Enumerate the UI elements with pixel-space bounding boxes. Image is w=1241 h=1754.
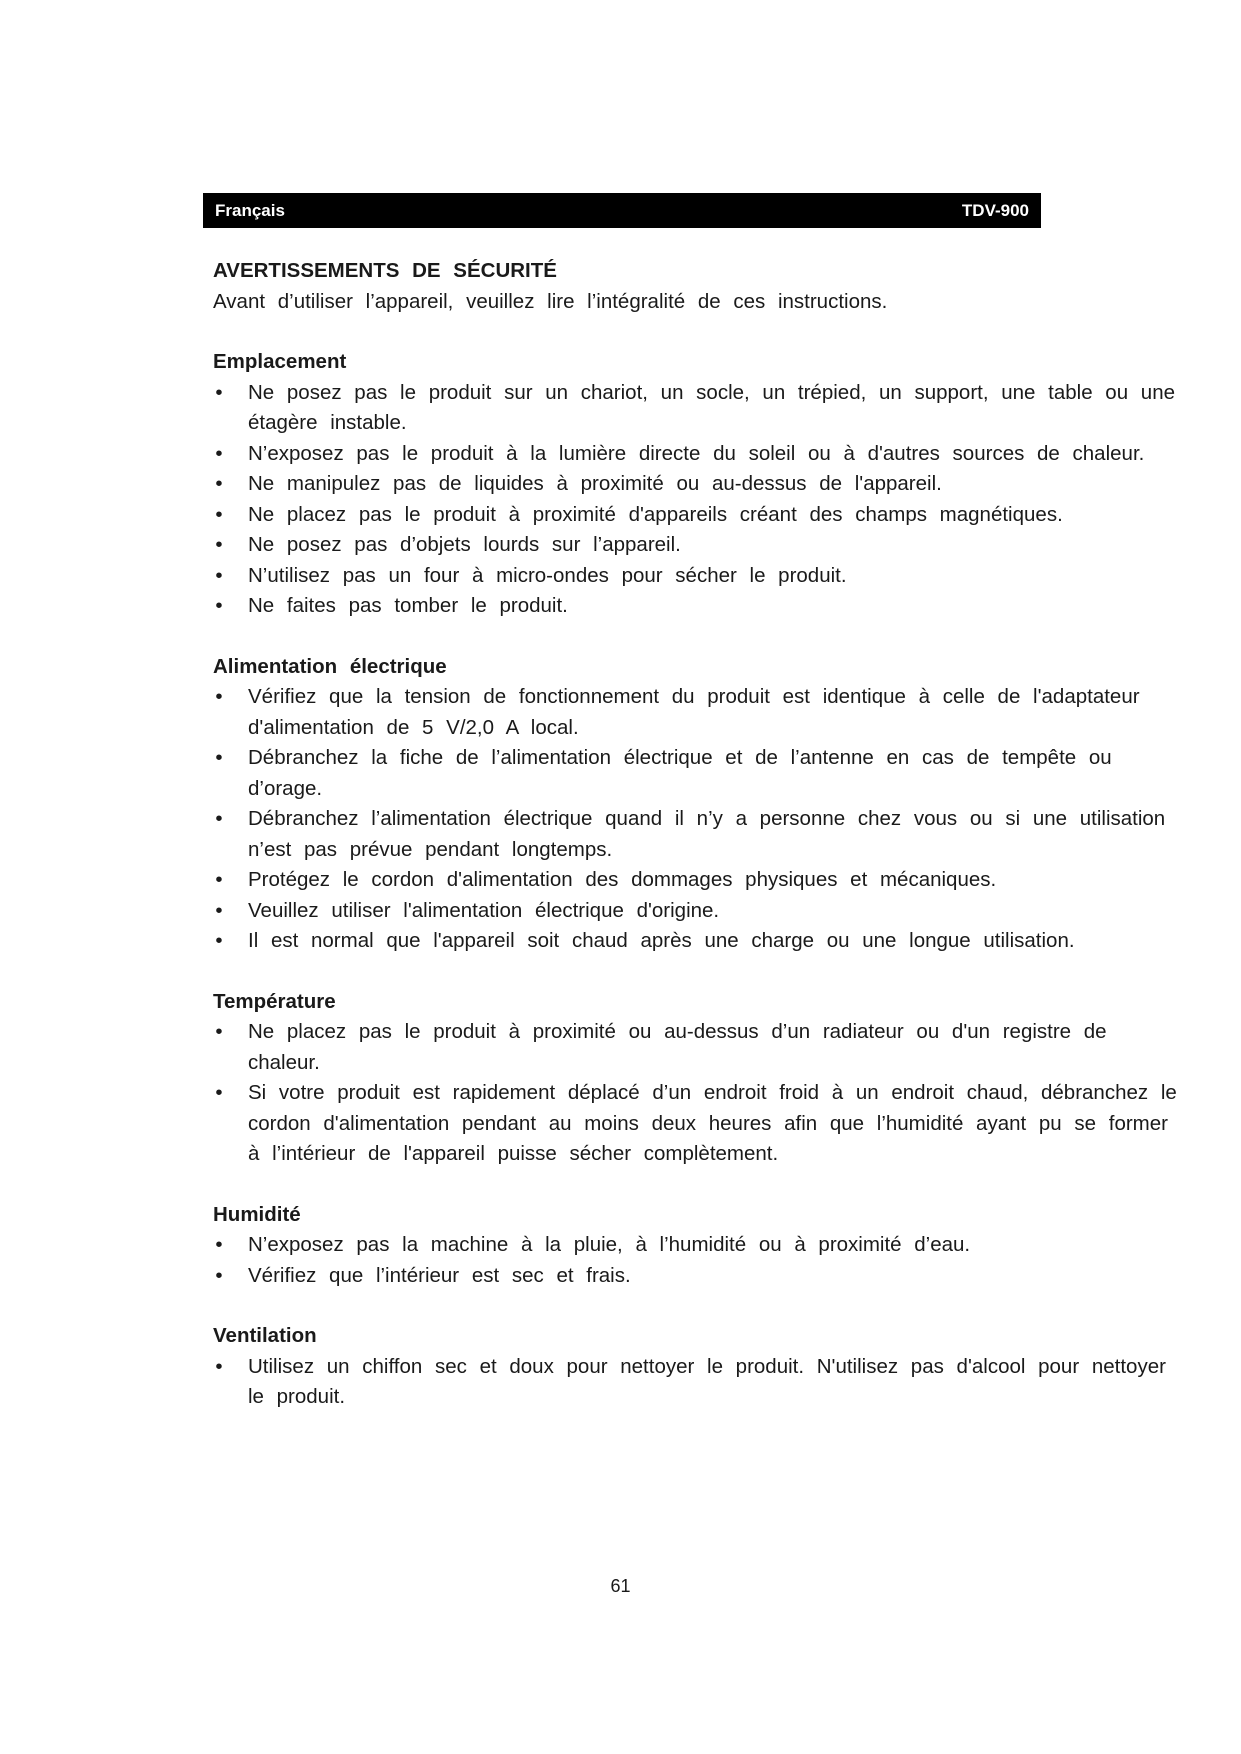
list-item: • Utilisez un chiffon sec et doux pour nettoyer le produit. N'utilisez pas d'alcool pour nettoyer le produit.	[213, 1352, 1183, 1413]
section-ventilation	[213, 1321, 1183, 1413]
list-item: • N’exposez pas le produit à la lumière directe du soleil ou à d'autres sources de chaleur.	[213, 439, 1183, 470]
list-item-text: Vérifiez que l’intérieur est sec et frais.	[248, 1263, 631, 1287]
list-item-text: N’exposez pas le produit à la lumière directe du soleil ou à d'autres sources de chaleur.	[248, 441, 1145, 465]
list-item: • Il est normal que l'appareil soit chaud après une charge ou une longue utilisation.	[213, 926, 1183, 957]
list-item: • Protégez le cordon d'alimentation des dommages physiques et mécaniques.	[213, 865, 1183, 896]
list-item: • Ne posez pas d’objets lourds sur l’appareil.	[213, 530, 1183, 561]
list-item: • N’exposez pas la machine à la pluie, à l’humidité ou à proximité d’eau.	[213, 1230, 1183, 1261]
list-item-text: Ne posez pas le produit sur un chariot, un socle, un trépied, un support, une table ou une étagère instable.	[248, 380, 1175, 434]
bullet-list	[213, 682, 1183, 957]
header-model: TDV-900	[961, 200, 1029, 220]
list-item-text: Ne placez pas le produit à proximité ou au-dessus d’un radiateur ou d'un registre de chaleur.	[248, 1020, 1107, 1074]
list-item-text: Il est normal que l'appareil soit chaud après une charge ou une longue utilisation.	[248, 929, 1075, 952]
document-body	[213, 256, 1183, 1413]
list-item: • Ne posez pas le produit sur un chariot, un socle, un trépied, un support, une table ou une étagère instable.	[213, 378, 1183, 439]
list-item-text: Débranchez l’alimentation électrique quand il n’y a personne chez vous ou si une utilisation n’est pas prévue pendant longtemps.	[248, 807, 1166, 861]
section-heading: Humidité	[213, 1202, 301, 1226]
list-item-text: Ne posez pas d’objets lourds sur l’appareil.	[248, 533, 681, 556]
section-emplacement	[213, 347, 1183, 622]
list-item: • N’utilisez pas un four à micro-ondes pour sécher le produit.	[213, 561, 1183, 592]
list-item-text: Ne manipulez pas de liquides à proximité ou au-dessus de l'appareil.	[248, 472, 942, 495]
section-heading: Température	[213, 989, 336, 1013]
header-language: Français	[215, 200, 285, 220]
section-heading: Alimentation électrique	[213, 654, 447, 678]
section-heading: Ventilation	[213, 1324, 317, 1347]
list-item-text: Utilisez un chiffon sec et doux pour nettoyer le produit. N'utilisez pas d'alcool pour nettoyer le produit.	[248, 1354, 1166, 1408]
list-item-text: Protégez le cordon d'alimentation des dommages physiques et mécaniques.	[248, 868, 997, 891]
list-item: • Veuillez utiliser l'alimentation électrique d'origine.	[213, 896, 1183, 927]
list-item-text: N’exposez pas la machine à la pluie, à l’humidité ou à proximité d’eau.	[248, 1233, 971, 1256]
list-item-text: Veuillez utiliser l'alimentation électrique d'origine.	[248, 898, 720, 922]
list-item: • Débranchez l’alimentation électrique quand il n’y a personne chez vous ou si une utilisation n’est pas prévue pendant longtemps.	[213, 804, 1183, 865]
list-item: • Ne placez pas le produit à proximité d'appareils créant des champs magnétiques.	[213, 500, 1183, 531]
list-item-text: N’utilisez pas un four à micro-ondes pour sécher le produit.	[248, 563, 847, 587]
list-item-text: Si votre produit est rapidement déplacé d’un endroit froid à un endroit chaud, débranchez le cordon d'alimentation pendant au moins deux heures afin que l’humidité ayant pu se former à l’intérieur de l'appareil puisse sécher complètement.	[248, 1081, 1177, 1165]
list-item-text: Ne faites pas tomber le produit.	[248, 594, 568, 617]
list-item-text: Ne placez pas le produit à proximité d'appareils créant des champs magnétiques.	[248, 502, 1063, 526]
list-item: • Vérifiez que la tension de fonctionnement du produit est identique à celle de l'adaptateur d'alimentation de 5 V/2,0 A local.	[213, 682, 1183, 743]
list-item: • Ne placez pas le produit à proximité ou au-dessus d’un radiateur ou d'un registre de chaleur.	[213, 1017, 1183, 1078]
list-item: • Si votre produit est rapidement déplacé d’un endroit froid à un endroit chaud, débranchez le cordon d'alimentation pendant au moins deux heures afin que l’humidité ayant pu se former à l’intérieur de l'appareil puisse sécher complètement.	[213, 1078, 1183, 1170]
list-item: • Ne manipulez pas de liquides à proximité ou au-dessus de l'appareil.	[213, 469, 1183, 500]
list-item-text: Vérifiez que la tension de fonctionnement du produit est identique à celle de l'adaptateur d'alimentation de 5 V/2,0 A local.	[248, 685, 1140, 739]
header-bar	[203, 193, 1041, 228]
page-number	[0, 1576, 1241, 1597]
bullet-list	[213, 1352, 1183, 1413]
bullet-list	[213, 1017, 1183, 1170]
intro-text: Avant d’utiliser l’appareil, veuillez lire l’intégralité de ces instructions.	[213, 289, 888, 313]
section-heading: Emplacement	[213, 350, 347, 373]
page-title: AVERTISSEMENTS DE SÉCURITÉ	[213, 259, 557, 282]
section-temperature	[213, 987, 1183, 1170]
section-alimentation	[213, 652, 1183, 957]
list-item: • Ne faites pas tomber le produit.	[213, 591, 1183, 622]
list-item-text: Débranchez la fiche de l’alimentation électrique et de l’antenne en cas de tempête ou d’orage.	[248, 746, 1112, 800]
section-humidite	[213, 1200, 1183, 1292]
list-item: • Vérifiez que l’intérieur est sec et frais.	[213, 1261, 1183, 1292]
bullet-list	[213, 378, 1183, 622]
bullet-list	[213, 1230, 1183, 1291]
list-item: • Débranchez la fiche de l’alimentation électrique et de l’antenne en cas de tempête ou d’orage.	[213, 743, 1183, 804]
page-number-text: 61	[610, 1576, 631, 1596]
